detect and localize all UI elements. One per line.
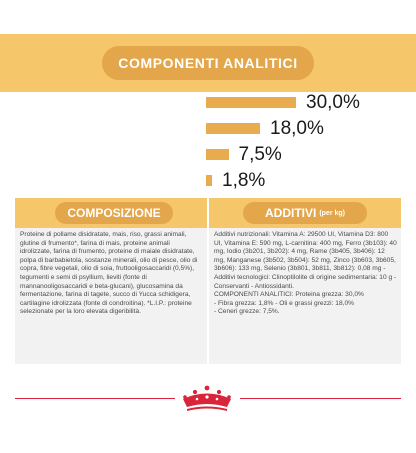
analytics-value: 18,0% bbox=[270, 118, 324, 139]
additives-text-block bbox=[214, 231, 397, 317]
composition-text: Proteine di pollame disidratate, mais, riso, grassi animali, glutine di frumento*, farina di mais, proteine animali idrolizzate, farina di frumento, proteine di maiale disidratate, polpa di barbabietola, sostanze minerali, olio di pesce, olio di copra, fibre vegetali, olio di soia, fruttooligosaccaridi (0,5%), tegumenti e semi di psyllium, lieviti (fonte di mannanooligosaccaridi e beta-glucani), glucosamina da fermentazione, farina di tagete, succo di Yucca schidigera, cartilagine idrolizzata (fonte di condroitina). *L.I.P.: proteine selezionate per la loro elevata digeribilità. bbox=[20, 231, 198, 316]
additives-pill bbox=[243, 202, 367, 224]
composition-title: COMPOSIZIONE bbox=[67, 206, 161, 220]
header-pill bbox=[102, 46, 314, 80]
royal-canin-crown-logo bbox=[176, 384, 238, 414]
analytics-value: 7,5% bbox=[238, 144, 282, 165]
composition-pill bbox=[55, 202, 173, 224]
analytics-value: 1,8% bbox=[222, 170, 266, 191]
additives-title-suffix: (per kg) bbox=[319, 209, 345, 217]
footer-divider-right bbox=[240, 398, 401, 399]
additives-line: Additivi nutrizionali: Vitamina A: 29500 UI, Vitamina D3: 800 UI, Vitamina E: 590 mg, L-carnitina: 400 mg, Ferro (3b103): 40 mg, Iodio (3b201, 3b202): 4 mg, Rame (3b405, 3b406): 12 mg, Manganese (3b502, 3b504): 52 mg, Zinco (3b603, 3b605, 3b606): 133 mg, Selenio (3b801, 3b811, 3b812): 0,08 mg - Additivi tecnologici: Clinoptilolite di origine sedimentaria: 10 g - Conservanti - Antiossidanti. bbox=[214, 231, 397, 290]
analytics-bar bbox=[206, 175, 212, 186]
analytics-bar bbox=[206, 149, 229, 160]
composition-text-block bbox=[20, 231, 203, 317]
additives-line: COMPONENTI ANALITICI: Proteina grezza: 30,0% bbox=[214, 291, 364, 299]
analytics-value: 30,0% bbox=[306, 92, 360, 113]
composition-header-band bbox=[15, 198, 207, 228]
section-title-analytical: COMPONENTI ANALITICI bbox=[118, 55, 298, 71]
analytics-bar bbox=[206, 97, 296, 108]
composition-panel bbox=[15, 198, 207, 364]
additives-header-band bbox=[209, 198, 401, 228]
analytics-bar bbox=[206, 123, 260, 134]
additives-line: - Ceneri grezze: 7,5%. bbox=[214, 308, 280, 316]
additives-line: - Fibra grezza: 1,8% - Oli e grassi grezzi: 18,0% bbox=[214, 299, 354, 307]
additives-title: ADDITIVI bbox=[264, 206, 317, 220]
additives-panel bbox=[209, 198, 401, 364]
footer-divider-left bbox=[15, 398, 175, 399]
